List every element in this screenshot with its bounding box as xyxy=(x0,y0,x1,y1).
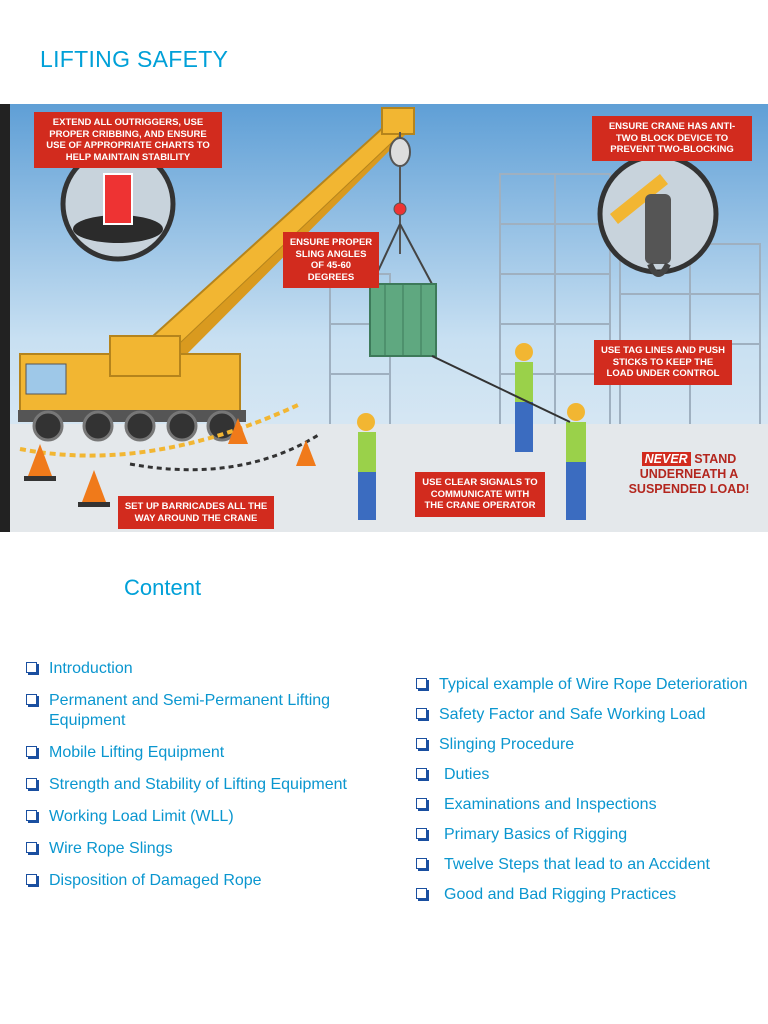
toc-left-column xyxy=(24,659,404,891)
toc-item-label: Primary Basics of Rigging xyxy=(444,826,628,843)
toc-item-label: Duties xyxy=(444,766,490,783)
checkbox-bullet-icon xyxy=(26,746,37,757)
checkbox-bullet-icon xyxy=(416,828,427,839)
toc-item-label: Permanent and Semi-Permanent Lifting Equipment xyxy=(49,692,331,729)
never-tag: NEVER xyxy=(642,452,691,466)
toc-item-label: Twelve Steps that lead to an Accident xyxy=(444,856,710,873)
checkbox-bullet-icon xyxy=(416,858,427,869)
checkbox-bullet-icon xyxy=(26,662,37,673)
toc-item xyxy=(24,659,404,679)
toc-item xyxy=(414,735,759,755)
checkbox-bullet-icon xyxy=(26,810,37,821)
checkbox-bullet-icon xyxy=(416,738,427,749)
callout-clear-signals: USE CLEAR SIGNALS TO COMMUNICATE WITH THE CRANE OPERATOR xyxy=(415,472,545,517)
toc-item xyxy=(414,825,759,845)
crane-safety-illustration xyxy=(0,104,768,532)
checkbox-bullet-icon xyxy=(416,708,427,719)
checkbox-bullet-icon xyxy=(416,888,427,899)
toc-item xyxy=(414,765,759,785)
never-stand-warning xyxy=(614,452,764,497)
toc-right-column xyxy=(414,675,759,905)
toc-item-label: Good and Bad Rigging Practices xyxy=(444,886,677,903)
toc-item-label: Wire Rope Slings xyxy=(49,840,173,857)
page-title: LIFTING SAFETY xyxy=(40,46,229,72)
toc-item-label: Introduction xyxy=(49,660,133,677)
checkbox-bullet-icon xyxy=(26,694,37,705)
callout-outriggers: EXTEND ALL OUTRIGGERS, USE PROPER CRIBBING, AND ENSURE USE OF APPROPRIATE CHARTS TO HELP MAINTAIN STABILITY xyxy=(34,112,222,168)
checkbox-bullet-icon xyxy=(416,678,427,689)
checkbox-bullet-icon xyxy=(416,798,427,809)
toc-item xyxy=(414,705,759,725)
toc-item-label: Strength and Stability of Lifting Equipment xyxy=(49,776,347,793)
toc-item xyxy=(414,795,759,815)
checkbox-bullet-icon xyxy=(416,768,427,779)
toc-item-label: Typical example of Wire Rope Deterioration xyxy=(439,676,748,693)
toc-item xyxy=(24,871,404,891)
toc-item-label: Disposition of Damaged Rope xyxy=(49,872,262,889)
toc-item xyxy=(414,885,759,905)
content-heading: Content xyxy=(124,575,202,600)
callout-barricades: SET UP BARRICADES ALL THE WAY AROUND THE CRANE xyxy=(118,496,274,529)
toc-item xyxy=(414,675,759,695)
checkbox-bullet-icon xyxy=(26,842,37,853)
toc-item-label: Slinging Procedure xyxy=(439,736,575,753)
callout-tag-lines: USE TAG LINES AND PUSH STICKS TO KEEP THE LOAD UNDER CONTROL xyxy=(594,340,732,385)
checkbox-bullet-icon xyxy=(26,874,37,885)
toc-item-label: Examinations and Inspections xyxy=(444,796,657,813)
checkbox-bullet-icon xyxy=(26,778,37,789)
callout-sling-angles: ENSURE PROPER SLING ANGLES OF 45-60 DEGREES xyxy=(283,232,379,288)
toc-item-label: Working Load Limit (WLL) xyxy=(49,808,234,825)
callout-anti-two-block: ENSURE CRANE HAS ANTI-TWO BLOCK DEVICE TO PREVENT TWO-BLOCKING xyxy=(592,116,752,161)
toc-item xyxy=(24,775,404,795)
toc-item xyxy=(24,743,404,763)
toc-item-label: Safety Factor and Safe Working Load xyxy=(439,706,706,723)
toc-item-label: Mobile Lifting Equipment xyxy=(49,744,225,761)
toc-item xyxy=(24,807,404,827)
toc-item xyxy=(24,839,404,859)
never-rest-text: STAND UNDERNEATH A SUSPENDED LOAD! xyxy=(628,452,750,496)
toc-item xyxy=(24,691,404,731)
toc-item xyxy=(414,855,759,875)
